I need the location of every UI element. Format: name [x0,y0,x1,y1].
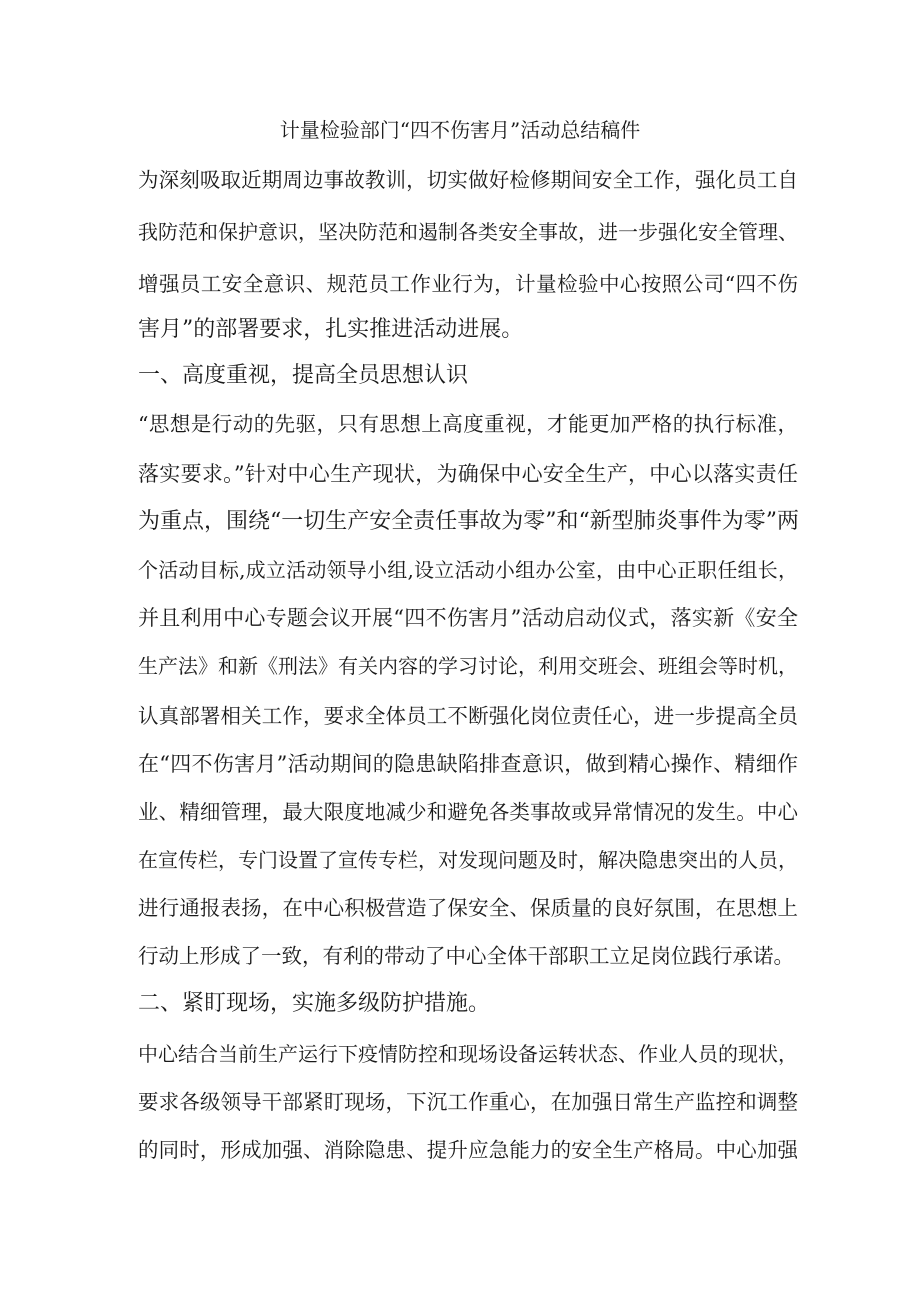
section-heading-1: 一、高度重视，提高全员思想认识 [138,363,469,388]
section-heading-2: 二、紧盯现场，实施多级防护措施。 [138,991,491,1016]
paragraph-2-line-3: 为重点，围绕“一切生产安全责任事故为零”和“新型肺炎事件为零”两 [138,509,799,534]
document-title: 计量检验部门“四不伤害月”活动总结稿件 [279,118,641,142]
paragraph-3-line-1: 中心结合当前生产运行下疫情防控和现场设备运转状态、作业人员的现状， [138,1042,798,1066]
paragraph-1-line-4: 害月”的部署要求，扎实推进活动进展。 [138,317,524,342]
paragraph-2-line-5: 并且利用中心专题会议开展“四不伤害月”活动启动仪式，落实新《安全 [138,606,798,630]
paragraph-2-line-12: 行动上形成了一致，有利的带动了中心全体干部职工立足岗位践行承诺。 [138,944,794,968]
paragraph-2-line-9: 业、精细管理，最大限度地减少和避免各类事故或异常情况的发生。中心 [138,800,798,824]
paragraph-1-line-3: 增强员工安全意识、规范员工作业行为，计量检验中心按照公司“四不伤 [138,272,798,296]
paragraph-2-line-7: 认真部署相关工作，要求全体员工不断强化岗位责任心，进一步提高全员 [138,704,798,728]
paragraph-2-line-10: 在宣传栏，专门设置了宣传专栏，对发现问题及时，解决隐患突出的人员， [138,848,798,872]
paragraph-1-line-2: 我防范和保护意识，坚决防范和遏制各类安全事故，进一步强化安全管理、 [138,220,798,244]
paragraph-2-line-4: 个活动目标,成立活动领导小组,设立活动小组办公室，由中心正职任组长， [138,558,798,582]
paragraph-2-line-6: 生产法》和新《刑法》有关内容的学习讨论，利用交班会、班组会等时机， [138,654,798,678]
paragraph-3-line-3: 的同时，形成加强、消除隐患、提升应急能力的安全生产格局。中心加强 [138,1138,798,1162]
paragraph-2-line-1: “思想是行动的先驱，只有思想上高度重视，才能更加严格的执行标准， [138,412,798,436]
paragraph-2-line-2: 落实要求。”针对中心生产现状，为确保中心安全生产，中心以落实责任 [138,462,798,486]
paragraph-2-line-8: 在“四不伤害月”活动期间的隐患缺陷排查意识，做到精心操作、精细作 [138,752,798,776]
paragraph-1-line-1: 为深刻吸取近期周边事故教训，切实做好检修期间安全工作，强化员工自 [138,168,798,192]
paragraph-2-line-11: 进行通报表扬，在中心积极营造了保安全、保质量的良好氛围，在思想上 [138,896,798,920]
paragraph-3-line-2: 要求各级领导干部紧盯现场，下沉工作重心，在加强日常生产监控和调整 [138,1090,798,1114]
